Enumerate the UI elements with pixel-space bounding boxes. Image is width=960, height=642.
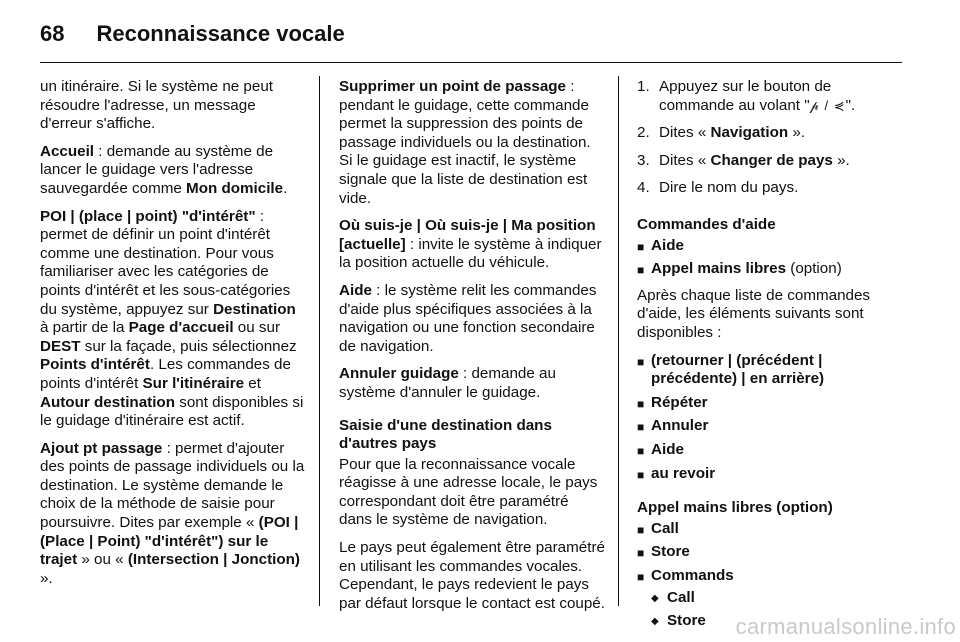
option-note: (option) (786, 260, 842, 278)
sub-list-item (651, 589, 903, 608)
col1-paragraph-accueil (40, 143, 306, 199)
list-item (637, 543, 903, 562)
column-divider-2 (618, 76, 619, 606)
list-item-label: Aide (651, 236, 684, 254)
col2-paragraph-ou-suis-je (339, 217, 605, 273)
col1-p3-text-m: sont disponibles si le guidage d'itinéraire est actif. (40, 393, 304, 430)
step-command: Changer de pays (710, 151, 833, 169)
term-intersection: (Intersection | Jonction) (127, 551, 300, 569)
available-items-list (637, 352, 903, 484)
list-item-label: Aide (651, 440, 684, 458)
term-annuler-guidage: Annuler guidage (339, 365, 459, 383)
col1-p2-text-a: : demande au système de lancer le guidage vers l'adresse sauvegardée comme (40, 142, 274, 197)
list-item (637, 237, 903, 256)
list-item-label: Annuler (651, 417, 709, 435)
col1-paragraph-1 (40, 78, 306, 134)
term-ajout-pt-passage: Ajout pt passage (40, 439, 163, 457)
list-item (637, 394, 903, 413)
term-aide: Aide (339, 281, 372, 299)
step-text-end: ». (788, 124, 806, 142)
step-item (637, 78, 903, 115)
col2-p4-text: : demande au système d'annuler le guidage. (339, 365, 556, 401)
term-poi-sur-le-trajet: (POI | (Place | Point) "d'intérêt") sur le trajet (40, 514, 299, 569)
col1-paragraph-poi (40, 208, 306, 431)
term-poi: POI | (place | point) "d'intérêt" (40, 207, 256, 225)
list-item (637, 441, 903, 460)
step-item (637, 152, 903, 171)
page-title: Reconnaissance vocale (96, 21, 345, 46)
col2-paragraph-5: Pour que la reconnaissance vocale réagisse à une adresse locale, le pays correspondant doit être paramétré dans le système de navigation. (339, 455, 598, 529)
col2-paragraph-6: Le pays peut également être paramétré en utilisant les commandes vocales. Cependant, le pays redevient le pays par défaut lorsque le contact est coupé. (339, 539, 605, 612)
step-text: Dites « (659, 151, 711, 169)
term-page-accueil: Page d'accueil (128, 319, 234, 337)
section-heading-autres-pays: Saisie d'une destination dans d'autres pays (339, 416, 552, 453)
col1-p3-text-a: : permet de définir un point d'intérêt comme une destination. Pour vous familiariser avec les catégories de points d'intérêt et les sous-catégories du système, appuyez sur (40, 207, 291, 318)
column-3 (637, 78, 903, 639)
col2-paragraph-supprimer (339, 78, 605, 208)
list-item-label: Commands (651, 566, 734, 584)
term-autour-destination: Autour destination (40, 393, 175, 411)
col1-p2-text-c: . (283, 179, 288, 197)
step-number: 1. (637, 78, 650, 95)
column-2 (339, 78, 605, 622)
help-commands-list (637, 237, 903, 279)
list-item-label: Call (651, 519, 679, 537)
steps-list (637, 78, 903, 198)
page-number: 68 (40, 21, 65, 46)
list-item-label: au revoir (651, 464, 716, 482)
list-item (637, 260, 903, 279)
col1-p3-text-i: . Les commandes de points d'intérêt (40, 356, 291, 392)
list-item-label: Store (651, 543, 690, 561)
term-sur-itineraire: Sur l'itinéraire (142, 374, 245, 392)
step-item (637, 179, 903, 198)
term-accueil: Accueil (40, 142, 95, 160)
col1-p4-text-a: : permet d'ajouter des points de passage individuels ou la destination. Le système demande le choix de la méthode de saisie pour poursuivre. Dites par exemple « (40, 439, 305, 532)
list-item-label: Appel mains libres (651, 260, 787, 278)
col1-p3-text-c: à partir de la (40, 319, 129, 337)
step-number: 2. (637, 124, 650, 142)
sub-list-item-label: Call (667, 589, 695, 607)
list-item-label: Répéter (651, 393, 708, 411)
term-mon-domicile: Mon domicile (186, 179, 284, 197)
col1-p3-text-e: ou sur (233, 319, 281, 337)
term-dest: DEST (40, 337, 81, 355)
steering-wheel-voice-icon: 𝓅 / ⋞ (809, 97, 846, 113)
column-divider-1 (319, 76, 320, 606)
col2-paragraph-annuler (339, 365, 605, 402)
col1-p3-text-g: sur la façade, puis sélectionnez (80, 337, 297, 355)
step-text: Dire le nom du pays. (659, 179, 799, 197)
list-item (637, 417, 903, 436)
step-number: 3. (637, 151, 650, 169)
step-text-end: ». (832, 151, 850, 169)
step-text: Appuyez sur le bouton de commande au volant " (659, 78, 832, 114)
column-1 (40, 78, 306, 597)
term-destination: Destination (213, 300, 296, 318)
term-points-interet: Points d'intérêt (40, 356, 150, 374)
help-commands-heading: Commandes d'aide (637, 215, 776, 233)
after-help-text: Après chaque liste de commandes d'aide, les éléments suivants sont disponibles : (637, 286, 871, 341)
step-text-end: ". (845, 96, 856, 114)
col2-paragraph-aide (339, 282, 605, 356)
step-text: Dites « (659, 124, 711, 142)
col1-p4-text-c: » ou « (77, 551, 128, 569)
page-header (40, 16, 345, 52)
col2-p3-text: : le système relit les commandes d'aide plus spécifiques associées à la navigation ou une fonction secondaire de navigation. (339, 281, 597, 355)
col2-p2-text: : invite le système à indiquer la position actuelle du véhicule. (339, 235, 602, 272)
step-command: Navigation (710, 124, 789, 142)
term-ou-suis-je: Où suis-je | Où suis-je | Ma position [actuelle] (339, 217, 596, 253)
term-supprimer-point: Supprimer un point de passage (339, 78, 567, 95)
header-rule (40, 62, 902, 63)
step-item (637, 124, 903, 143)
col1-p1-text: un itinéraire. Si le système ne peut résoudre l'adresse, un message d'erreur s'affiche. (40, 78, 273, 133)
list-item (637, 465, 903, 484)
col1-p3-text-k: et (244, 374, 261, 392)
col1-p4-text-e: ». (40, 569, 53, 587)
list-item (637, 352, 903, 389)
list-item-label: (retourner | (précédent | précédente) | en arrière) (651, 351, 825, 388)
watermark: carmanualsonline.info (735, 614, 956, 639)
sub-list-item-label: Store (667, 612, 706, 630)
handsfree-heading: Appel mains libres (option) (637, 499, 833, 517)
step-number: 4. (637, 179, 650, 197)
col1-paragraph-ajout (40, 440, 306, 589)
list-item (637, 520, 903, 539)
col2-p1-text: : pendant le guidage, cette commande permet la suppression des points de passage individuels ou la destination. Si le guidage est inactif, le système signale que la liste de destination est vide. (339, 78, 591, 207)
